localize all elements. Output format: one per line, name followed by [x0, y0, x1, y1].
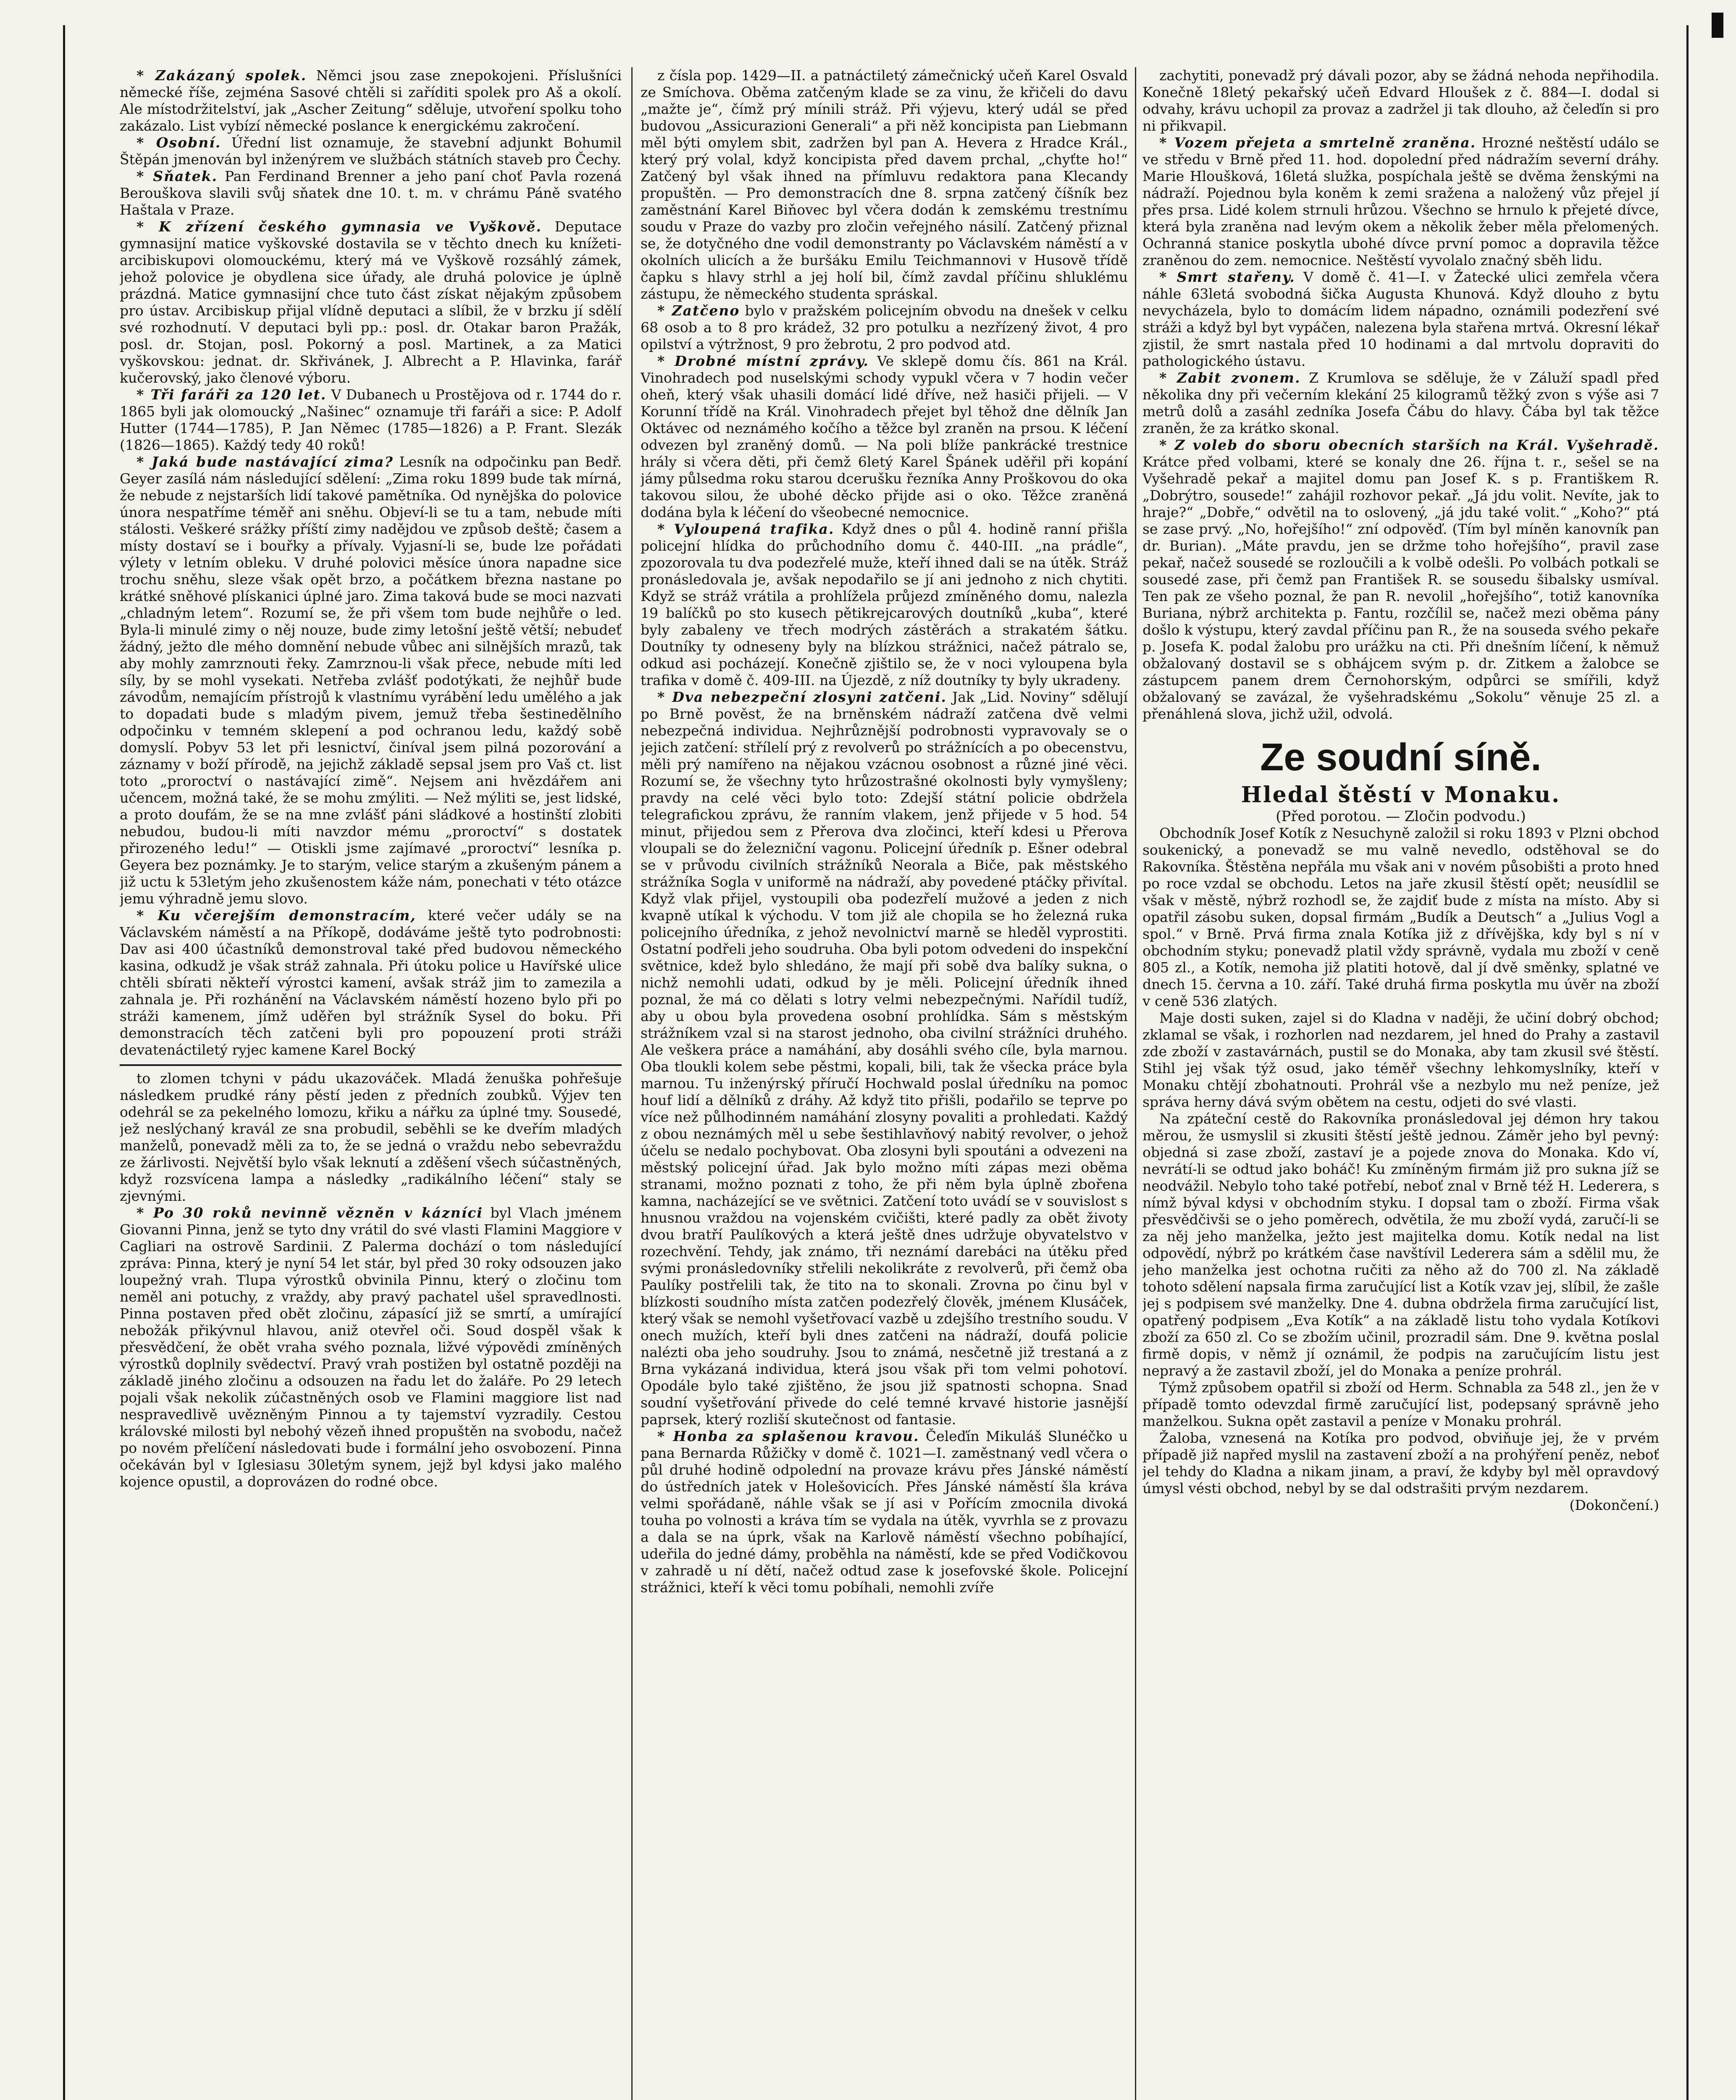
article-body: V domě č. 41—I. v Žatecké ulici zemřela včera náhle 63letá svobodná šička Augusta Khunová. Když dlouho z bytu nevycházela, bylo to domácím lidem nápadno, oznámili podezření své stráži a když byl byt vypáčen, nalezena byla stařena mrtvá. Okresní lékař zjistil, že smrt nastala před 10 hodinami a dal mrtvolu dopraviti do pathologického ústavu. [1142, 269, 1659, 369]
article-paragraph [120, 1205, 622, 1490]
article-body: Na zpáteční cestě do Rakovníka pronásledoval jej démon hry takou měrou, že usmyslil si zkusiti štěstí ještě jednou. Záměr jeho byl pevný: objedná si zase zboží, zastaví je a pojede znova do Monaka. Kdo ví, nevrátí-li se odtud jako boháč! Ku zmíněným firmám již pro sukna jíž se neodvážil. Nebylo toho také potřebí, neboť znal v Brně též H. Lederera, s nímž býval kdysi v obchodním styku. I dopsal tam o zboží. Firma však přesvědčivši se o jeho poměrech, odvětila, že mu zboží vydá, zaručí-li se za něj jeho manželka, ježto jest majitelka domu. Kotík nedal na list odpovědí, nýbrž po krátkém čase navštívil Lederera sám a sdělil mu, že jeho manželka jest ochotna ručiti za něho až do 700 zl. Na základě tohoto sdělení napsala firma zaručující list a Kotík vzav jej, slíbil, že zašle jej s podpisem své manželky. Dne 4. dubna obdržela firma zaručující list, opatřený podpisem „Eva Kotík“ a na základě listu toho vydala Kotíkovi zboží za 650 zl. Co se zbožím učinil, prozradil sám. Dne 9. května poslal firmě dopis, v němž jí oznámil, že podpis na zaručujícím listu jest nepravý a že zastavil zboží, jel do Monaka a peníze prohrál. [1142, 1110, 1659, 1379]
article-body: Z Krumlova se sděluje, že v Záluží spadl před několika dny při večerním klekání 25 kilogramů těžký zvon s výše asi 7 metrů dolů a zasáhl zedníka Josefa Čábu do hlavy. Čába byl tak těžce zraněn, že za krátko skonal. [1142, 370, 1659, 436]
article-body: byl Vlach jménem Giovanni Pinna, jenž se tyto dny vrátil do své vlasti Flamini Maggiore v Cagliari na ostrově Sardinii. Z Palerma dochází o tom následující zpráva: Pinna, který je nyní 54 let stár, byl před 30 roky odsouzen jako loupežný vrah. Tlupa výrostků obvinila Pinnu, který o zločinu tom neměl ani potuchy, z vraždy, aby pravý pachatel ušel spravedlnosti. Pinna postaven před obět zločinu, zápasící již se smrtí, a umírající nebožák přikývnul hlavou, aniž otevřel oči. Soud dospěl však k přesvědčení, že obět vraha svého poznala, ližvé výpovědi zmíněných výrostků doplnily svědectví. Pravý vrah postižen byl ostatně později na základě jiného zločinu a odsouzen na řadu let do žaláře. Po 29 letech pojali však nekolik zúčastněných osob ve Flamini maggiore list nad nespravedlivě uvězněným Pinnou a ty tajemství vyzradily. Cestou královské milosti byl nebohý vězeň ihned propuštěn na svobodu, načež po novém přelíčení následovati bude i formální jeho osvobození. Pinna očekáván byl v Iglesiasu 30letým synem, jejž byl kdysi jako malého kojence opustil, a doprovázen do rodné obce. [120, 1205, 622, 1490]
article-body: Týmž způsobem opatřil si zboží od Herm. Schnabla za 548 zl., jen že v případě tomto odevzdal firmě zaručující list, podepsaný správně jeho manželkou. Sukna opět zastavil a peníze v Monaku prohrál. [1142, 1379, 1659, 1429]
article-body: Hrozné neštěstí událo se ve středu v Brně před 11. hod. dopolední před nádražím severní dráhy. Marie Hloušková, 16letá služka, pospíchala ještě se dvěma ženskými na nádraží. Pojednou byla koněm k zemi sražena a naložený vůz přejel jí přes prsa. Lidé kolem strnuli hrůzou. Všechno se hrnulo k přejeté dívce, která byla zraněna nad levým okem a několik žeber měla přelomených. Ochranná stanice poskytla ubohé dívce první pomoc a dopravila těžce zraněnou do zem. nemocnice. Neštěstí vyvolalo značný sběh lidu. [1142, 134, 1659, 268]
article-paragraph [1142, 825, 1659, 1010]
article-paragraph [120, 1070, 622, 1205]
article-body: zachytiti, ponevadž prý dávali pozor, aby se žádná nehoda nepřihodila. Konečně 18letý pekařský učeň Edvard Hloušek z č. 884—I. dodal si odvahy, krávu uchopil za provaz a zadržel ji tak dlouho, až čeleďín si pro ni přikvapil. [1142, 67, 1659, 134]
article-heading: * Zatčeno [657, 302, 740, 319]
article-paragraph [641, 67, 1128, 302]
article-body: Čeleďín Mikuláš Slunéčko u pana Bernarda Růžičky v domě č. 1021—I. zaměstnaný vedl včera o půl druhé hodině odpolední na provaze krávu přes Jánské náměstí do ústředních jatek v Holešovicích. Přes Jánské náměstí šla kráva velmi spořádaně, náhle však se jí asi v Pořícím zmocnila divoká touha po volnosti a kráva tím se vydala na útěk, vyvrhla se z provazu a dala se na úprk, však na Karlově náměstí všechno pobíhající, udeřila do jedné dámy, proběhla na náměstí, kde se před Vodičkovou v zahradě u ní dětí, načež odtud zase k josefovské škole. Policejní strážnici, kteří k věci tomu pobíhali, nemohli zvíře [641, 1428, 1128, 1596]
continuation-note: (Dokončení.) [1569, 1497, 1659, 1513]
article-separator [120, 1064, 622, 1066]
article-paragraph [120, 67, 622, 134]
article-paragraph [120, 386, 622, 454]
article-heading: * Z voleb do sboru obecních starších na Král. Vyšehradě. [1159, 437, 1659, 453]
article-paragraph [1142, 370, 1659, 437]
page-border-left [63, 25, 65, 2100]
article-paragraph [1142, 134, 1659, 269]
section-title: Ze soudní síně. [1260, 736, 1542, 779]
article-paragraph [1142, 1379, 1659, 1430]
page-border-right [1686, 25, 1689, 2100]
article-body: Úřední list oznamuje, že stavební adjunkt Bohumil Štěpán jmenován byl inženýrem ve službách státních staveb pro Čechy. [120, 134, 622, 168]
column-middle [641, 67, 1128, 2100]
article-body: Obchodník Josef Kotík z Nesuchyně založil si roku 1893 v Plzni obchod soukenický, a ponevadž se mu valně nevedlo, odstěhoval se do Rakovníka. Štěstěna nepřála mu však ani v novém působišti a proto hned po roce vzdal se obchodu. Letos na jaře zkusil štěstí opět; neusídlil se však v městě, nýbrž rozhodl se, že zajdiť bude z místa na místo. Aby si opatřil zásobu suken, dopsal firmám „Budík a Deutsch“ a „Julius Vogl a spol.“ v Brně. Prvá firma znala Kotíka již z dřívějška, kdy byl s ní v obchodním styku; ponevadž platil vždy správně, vydala mu zboží v ceně 805 zl., a Kotík, nemoha již platiti hotově, dal jí dvě směnky, splatné ve dnech 15. června a 10. září. Také druhá firma poskytla mu úvěr na zboží v ceně 536 zlatých. [1142, 825, 1659, 1009]
article-paragraph [641, 689, 1128, 1428]
article-heading: * K zřízení českého gymnasia ve Vyškově. [137, 218, 542, 235]
article-paragraph [120, 907, 622, 1058]
article-body: Pan Ferdinand Brenner a jeho paní choť Pavla rozená Berouškova slavili svůj sňatek dne 10. t. m. v chrámu Páně svatého Haštala v Praze. [120, 168, 622, 218]
article-body: Jak „Lid. Noviny“ sdělují po Brně pověst, že na brněnském nádraží zatčena dvě velmi nebezpečná individua. Nejhrůznější podrobnosti vypravovaly se o jejich zatčení: střílelí prý z revolverů po strážnících a po obecenstvu, měli prý namířeno na nějakou vzácnou osobnost a různé jiné věci. Rozumí se, že všechny tyto hrůzostrašné okolnosti byly vymyšleny; pravdy na celé věci bylo toto: Zdejší státní policie obdržela telegrafickou zprávu, že ranním vlakem, jenž přijede v 5 hod. 54 minut, přijedou sem z Přerova dva zločinci, kteří kdesi u Přerova vloupali se do železniční vagonu. Policejní úředník p. Ešner odebral se v průvodu civilních strážníků Neorala a Biče, pak městského strážníka Sogla v uniformě na nádraží, aby povedené ptáčky přivítal. Když vlak přijel, vystoupili oba podezřelí mužové a jeden z nich kvapně utíkal k východu. V tom již ale chopila se ho železná ruka policejního úředníka, z jehož nevolnictví marně se hleděl vyprostiti. Ostatní podřeli jeho soudruha. Oba byli potom odvedeni do inspekční světnice, kdež bylo shledáno, že mají při sobě dva balíky sukna, o nichž nemohli udati, odkud by je měli. Policejní úředník ihned poznal, že má co dělati s lotry velmi nebezpečnými. Nařídil tudíž, aby u obou byla provedena osobní prohlídka. Sám s městským strážníkem vzal si na starost jednoho, oba civilní strážníci druhého. Ale veškera práce a namáhání, aby dosáhli svého cíle, byla marnou. Oba tloukli kolem sebe pěstmi, kopali, bili, tak že všecka práce byla marnou. Tu inženýrský příručí Hochwald poslal úředníku na pomoc houf lidí a dělníků z dráhy. Až když tito přišli, podařilo se teprve po více než půlhodinném namáhání zlosyny povaliti a prohledati. Každý z obou neznámých měl u sebe šestihlavňový nabitý revolver, o jehož účelu se nedalo pochybovat. Oba zlosyni byli spoutáni a odvezeni na městský policejní úřad. Jak bylo možno míti zápas mezi oběma stranami, možno poznati z toho, že při něm byla úplně zbořena kamna, nacházející se ve světnici. Zatčení toto uvádí se v souvislost s hnusnou vraždou na vojenském cvičišti, které padly za obět životy dvou bratří Paulíkových a která ještě dnes udržuje obyvatelstvo v rozechvění. Tehdy, jak známo, tři neznámí darebáci na útěku před svými pronásledovníky střelili nekolikráte z revolverů, při čemž oba Paulíky postřelili tak, že tito na to skonali. Zrovna po činu byl v blízkosti soudního místa zatčen podezřelý člověk, jménem Klusáček, který však se nemohl vyšetřovací vazbě u zdejšího trestního soudu. V onech mužích, kteří byli dnes zatčeni na nádraží, doufá policie nalézti oba jeho soudruhy. Jsou to známá, nesčetně již trestaná a z Brna vykázaná individua, která jsou však při tom velmi pohotoví. Opodále bylo také zjištěno, že jsou již spatnosti schopna. Snad soudní vyšetřování přivede do celé temné krvavé historie jasnější paprsek, který rozliší skutečnost od fantasie. [641, 689, 1128, 1428]
article-subline: (Před porotou. — Zločin podvodu.) [1276, 808, 1526, 825]
column-left [120, 67, 622, 2100]
article-paragraph [1142, 1010, 1659, 1110]
corner-mark [1712, 13, 1723, 38]
article-heading: * Po 30 roků nevinně vězněn v kázníci [137, 1205, 483, 1221]
article-heading: * Zabit zvonem. [1159, 370, 1301, 386]
article-body: Žaloba, vznesená na Kotíka pro podvod, obviňuje jej, že v prvém případě již napřed myslil na zastavení zboží a na prohýření peněz, neboť jel tehdy do Kladna a nikam jinam, a praví, že kdyby byl měl opravdový úmysl vésti obchod, nebyl by se dal odstrašiti prvým nezdarem. [1142, 1430, 1659, 1496]
article-heading: * Ku včerejším demonstracím, [137, 907, 416, 924]
article-body: V Dubanech u Prostějova od r. 1744 do r. 1865 byli jak olomoucký „Našinec“ oznamuje tři faráři a sice: P. Adolf Hutter (1744—1785), P. Jan Němec (1785—1826) a P. Frant. Slezák (1826—1865). Každý tedy 40 roků! [120, 386, 622, 453]
column-divider [631, 67, 633, 2100]
article-body: Krátce před volbami, které se konaly dne 26. října t. r., sešel se na Vyšehradě pekař a majitel domu pan Josef K. s p. Františkem R. „Dobrýtro, sousede!“ zahájil rozhovor pekař. „Já jdu volit. Nevíte, jak to hraje?“ „Dobře,“ odvětil na to oslovený, „já jdu také volit.“ „Koho?“ ptá se zase prvý. „No, hořejšího!“ zní odpověď. (Tím byl míněn kanovník pan dr. Burian). „Máte pravdu, jen se držme toho hořejšího“, pravil zase pekař, načež sousedé se rozloučili a k volbě odešli. Po volbách potkali se sousedé zase, při čemž pan František R. se sousedu šibalsky usmíval. Ten pak ze všeho poznal, že pan R. nevolil „hořejšího“, totiž kanovníka Buriana, nýbrž architekta p. Fantu, rozčílil se, načež mezi oběma pány došlo k výstupu, který zavdal příčinu pan R., že na souseda svého pekaře p. Josefa K. podal žalobu pro urážku na cti. Při dnešním líčení, k němuž obžalovaný dostavil se s obhájcem svým p. dr. Zitkem a žalobce se zástupcem panem drem Černohorským, odpůrci se smířili, když obžalovaný se zavázal, že vyšehradskému „Sokolu“ věnuje 25 zl. a přenáhlená slova, jichž užil, odvolá. [1142, 454, 1659, 722]
column-divider [1135, 67, 1136, 2100]
article-heading: * Osobní. [137, 134, 221, 151]
article-heading: * Zakázaný spolek. [137, 67, 307, 84]
article-body: Deputace gymnasijní matice vyškovské dostavila se v těchto dnech ku knížeti-arcibiskupovi olomouckému, který má ve Vyškově rozsáhlý zámek, jehož polovice je obydlena sice úřady, ale druhá polovice je úplně prázdná. Matice gymnasijní chce tuto část získat nějakým způsobem pro ústav. Arcibiskup přijal vlídně deputaci a slíbil, že v brzku jí sdělí své rozhodnutí. V deputaci byli pp.: posl. dr. Otakar baron Pražák, posl. dr. Stojan, posl. Pokorný a posl. Martinek, a za Matici vyškovskou: jednat. dr. Skřivánek, J. Albrecht a P. Hlavinka, farář kučerovský, jako členové výboru. [120, 218, 622, 386]
article-heading: * Smrt stařeny. [1159, 269, 1295, 285]
article-body: které večer udály se na Václavském náměstí a na Příkopě, dodáváme ještě tyto podrobnosti: Dav asi 400 účastníků demonstroval také před budovou německého kasina, odkudž je však stráž zahnala. Při útoku police u Havířské ulice chtěli sbírati někteří výrostci kamení, avšak stráž jim to zamezila a zahnala je. Při rozhánění na Václavském náměstí hozeno bylo při po stráži kamenem, jímž uděřen byl strážník Sysel do boku. Při demonstracích těch zatčeni byli pro popouzení proti stráži devatenáctiletý ryjec kamene Karel Bocký [120, 907, 622, 1058]
article-body: Ve sklepě domu čís. 861 na Král. Vinohradech pod nuselskými schody vypukl včera v 7 hodin večer oheň, který však uhasili domácí lidé dříve, než hasiči přijeli. — V Korunní třídě na Král. Vinohradech přejet byl těhož dne dělník Jan Oktávec od neznámého kočího a těžce byl zraněn na prsou. K léčení odvezen byl zraněný domů. — Na poli blíže pankrácké trestnice hrály si včera děti, při čemž 6letý Karel Špánek uděřil při kopání jámy půlsedma roku starou dcerušku řezníka Anny Proškovou do oka takovou silou, že ubohé děcko přijde asi o oko. Těžce zraněná dodána byla k léčení do všeobecné nemocnice. [641, 353, 1128, 520]
article-body: z čísla pop. 1429—II. a patnáctiletý zámečnický učeň Karel Osvald ze Smíchova. Oběma zatčeným klade se za vinu, že křičeli do davu „mažte je“, čímž prý mínili stráž. Při výjevu, který udál se před budovou „Assicurazioni Generali“ a při něž koncipista pan Liebmann měl býti omylem sbit, zadržen byl pan A. Hevera z Hradce Král., který prý volal, když koncipista před davem prchal, „chyťte ho!“ Zatčený byl však ihned na přímluvu redaktora pana Klecandy propuštěn. — Pro demonstracích dne 8. srpna zatčený číšník bez zaměstnání Karel Biňovec byl včera dodán k zemskému trestnímu soudu v Praze do vazby pro zločin veřejného násilí. Zatčený přiznal se, že dotyčného dne vodil demonstranty po Václavském náměstí a v okolních ulicích a že buršáku Emilu Teichmannovi v Husově třídě čapku s hlavy strhl a jej holí bil, čímž zavdal příčinu shluklému zástupu, že německého studenta spráskal. [641, 67, 1128, 302]
article-body: bylo v pražském policejním obvodu na dnešek v celku 68 osob a to 8 pro krádež, 32 pro potulku a nezřízený život, 4 pro opilství a výtržnost, 9 pro žebrotu, 2 pro podvod atd. [641, 302, 1128, 352]
article-body: Lesník na odpočinku pan Bedř. Geyer zasílá nám následující sdělení: „Zima roku 1899 bude tak mírná, že nebude z nejstarších lidí takové pamětníka. Od nynějška do polovice února nespatříme téměř ani sněhu. Objeví-li se tu a tam, nebude míti stálosti. Veškeré srážky příští zimy nadějdou ve způsob deště; časem a místy dostaví se i bouřky a přívaly. Vyjasní-li se, bude lze pořádati výlety v letním obleku. V druhé polovici měsíce února napadne sice trochu sněhu, sleze však opět brzo, a počátkem března nastane po krátké sněhové plískanici úplné jaro. Zima taková bude se moci nazvati „chladným letem“. Rozumí se, že při všem tom bude nejhůře o led. Byla-li minulé zimy o něj nouze, bude zimy letošní ještě větší; nebudeť žádný, ježto dle mého domnění nebude vůbec ani silnějších mrazů, tak aby mohly zamrznouti řeky. Zamrznou-li však přece, nebude míti led síly, by se mohl vysekati. Netřeba zvlášť podotýkati, že nejhůř bude závodům, nemajícím přístrojů k vlastnímu vyrábění ledu umělého a jak to dopadati bude s mladým pivem, jemuž třeba šestinedělního odpočinku v temném sklepení a pod ochranou ledu, každý sobě domyslí. Pobyv 53 let při lesnictví, činíval jsem pilná pozorování a záznamy v boží přírodě, na jejichž základě sepsal jsem pro Vaš ct. list toto „proroctví o nastávající zimě“. Nejsem ani hvězdářem ani učencem, možná také, že se mohu zmýliti. — Než mýliti se, jest lidské, a proto doufám, že se na mne zvlášť páni sládkové a hostinští zlobiti nebudou, budou-li míti navzdor mému „proroctví“ s dostatek přirozeného ledu!“ — Otiskli jsme zajímavé „proroctví“ lesníka p. Geyera bez poznámky. Je to starým, velice starým a zkušeným pánem a již uctu k 53letým jeho zkušenostem káže nám, ponechati v této otázce jemu výhradně jemu slovo. [120, 454, 622, 907]
article-heading: * Vyloupená trafika. [657, 521, 835, 537]
article-paragraph [1142, 1430, 1659, 1497]
article-paragraph [641, 521, 1128, 689]
article-paragraph [120, 168, 622, 218]
article-heading: * Honba za splašenou kravou. [657, 1428, 919, 1444]
article-paragraph [1142, 269, 1659, 370]
article-heading: * Vozem přejeta a smrtelně zraněna. [1159, 134, 1476, 151]
article-paragraph [1142, 437, 1659, 722]
article-paragraph [120, 134, 622, 168]
article-paragraph [120, 454, 622, 907]
article-paragraph [641, 1428, 1128, 1596]
article-heading: * Tři faráři za 120 let. [137, 386, 327, 403]
article-paragraph [641, 353, 1128, 521]
article-paragraph [120, 218, 622, 386]
article-heading: * Jaká bude nastávající zima? [137, 454, 394, 470]
article-body: Němci jsou zase znepokojeni. Příslušníci německé říše, zejména Sasové chtěli si zaříditi spolek pro Aš a okolí. Ale místodržitelství, jak „Ascher Zeitung“ sděluje, utvoření spolku toho zakázalo. List vybízí německé poslance k energickému zakročení. [120, 67, 622, 134]
article-heading: * Drobné místní zprávy. [657, 353, 869, 369]
article-body: to zlomen tchyni v pádu ukazováček. Mladá ženuška pohřešuje následkem prudké rány pěstí jeden z předních zoubků. Výjev ten odehrál se za pekelného lomozu, křiku a nářku za úplné tmy. Sousedé, jež neslýchaný kravál ze sna probudil, seběhli se ke dveřím mladých manželů, ponevadž měli za to, že se jedná o vraždu nebo sebevraždu ze žárlivosti. Největší bylo však leknutí a zděšení všech súčastněných, když rozsvícena lampa a následky „radikálního léčení“ staly se zjevnými. [120, 1070, 622, 1204]
article-body: Když dnes o půl 4. hodině ranní přišla policejní hlídka do průchodního domu č. 440-III. „na prádle“, zpozorovala tu dva podezřelé muže, kteří ihned dali se na útěk. Stráž pronásledovala je, avšak nepodařilo se jí ani jednoho z nich chytiti. Když se stráž vrátila a prohlížela průjezd zmíněného domu, nalezla 19 balíčků po sto kusech pětikrejcarových doutníků „kuba“, které byly zabaleny ve třech modrých zástěrách a strakatém šátku. Doutníky ty odneseny byly na blízkou strážnici, načež pátralo se, odkud asi pocházejí. Konečně zjištilo se, že v noci vyloupena byla trafika v domě č. 409-III. na Újezdě, z níž doutníky ty byly ukradeny. [641, 521, 1128, 688]
article-paragraph [1142, 67, 1659, 134]
column-right [1142, 67, 1659, 2100]
article-heading: * Sňatek. [137, 168, 218, 184]
article-heading: * Dva nebezpeční zlosyni zatčeni. [657, 689, 947, 705]
article-paragraph [1142, 1110, 1659, 1379]
article-headline: Hledal štěstí v Monaku. [1241, 782, 1561, 808]
article-body: Maje dosti suken, zajel si do Kladna v naději, že učiní dobrý obchod; zklamal se však, i rozhorlen nad nezdarem, jel hned do Prahy a zastavil zde zboží v zastavárnách, pustil se do Monaka, aby tam zkusil své štěstí. Stihl jej však týž osud, jako téměř všechny lehkomyslníky, kteří v Monaku chtějí zbohatnouti. Prohrál vše a nezbylo mu než peníze, jež správa herny dává svým obětem na cestu, odjeti do své vlasti. [1142, 1010, 1659, 1110]
article-paragraph [641, 302, 1128, 353]
